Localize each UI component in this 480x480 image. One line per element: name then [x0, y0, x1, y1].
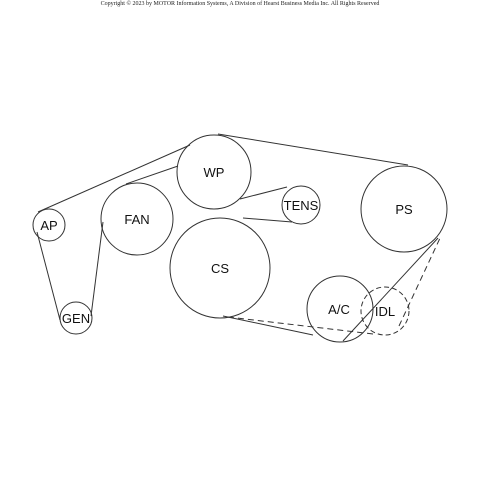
- pulley-fan: [101, 183, 173, 255]
- pulley-ac: [307, 276, 373, 342]
- pulley-ps-label: PS: [395, 202, 413, 217]
- belt-idl-to-ps-dashed: [399, 236, 441, 326]
- belt-ap-to-gen: [37, 232, 60, 320]
- pulley-wp: [177, 135, 251, 209]
- pulley-tens: [282, 186, 320, 224]
- pulley-wp-label: WP: [203, 165, 225, 180]
- belt-wp-to-ps: [218, 134, 408, 165]
- pulley-idl: [361, 287, 409, 335]
- pulley-gen-label: GEN: [61, 311, 91, 326]
- belt-ap-to-wp: [38, 145, 190, 212]
- pulley-cs-label: CS: [210, 261, 230, 276]
- belt-cs-to-idl-dashed: [228, 317, 373, 334]
- belt-fan-to-wp: [126, 166, 178, 184]
- pulley-ac-label: A/C: [328, 302, 350, 317]
- belt-ac-to-ps: [343, 238, 438, 341]
- pulley-ap: [33, 209, 65, 241]
- pulley-ap-label: AP: [40, 218, 58, 233]
- pulley-idl-label: IDL: [374, 304, 396, 319]
- belt-alternate: [228, 236, 441, 334]
- belt-tens-to-cs: [243, 218, 292, 222]
- belt-gen-to-fan: [91, 222, 103, 316]
- pulley-tens-label: TENS: [283, 198, 319, 213]
- pulley-ps: [361, 166, 447, 252]
- pulley-cs: [170, 218, 270, 318]
- pulley-gen: [60, 302, 92, 334]
- copyright-notice: Copyright © 2023 by MOTOR Information Systems, A Division of Hearst Business Media Inc. All Rights Reserved: [100, 1, 380, 7]
- pulley-fan-label: FAN: [124, 212, 150, 227]
